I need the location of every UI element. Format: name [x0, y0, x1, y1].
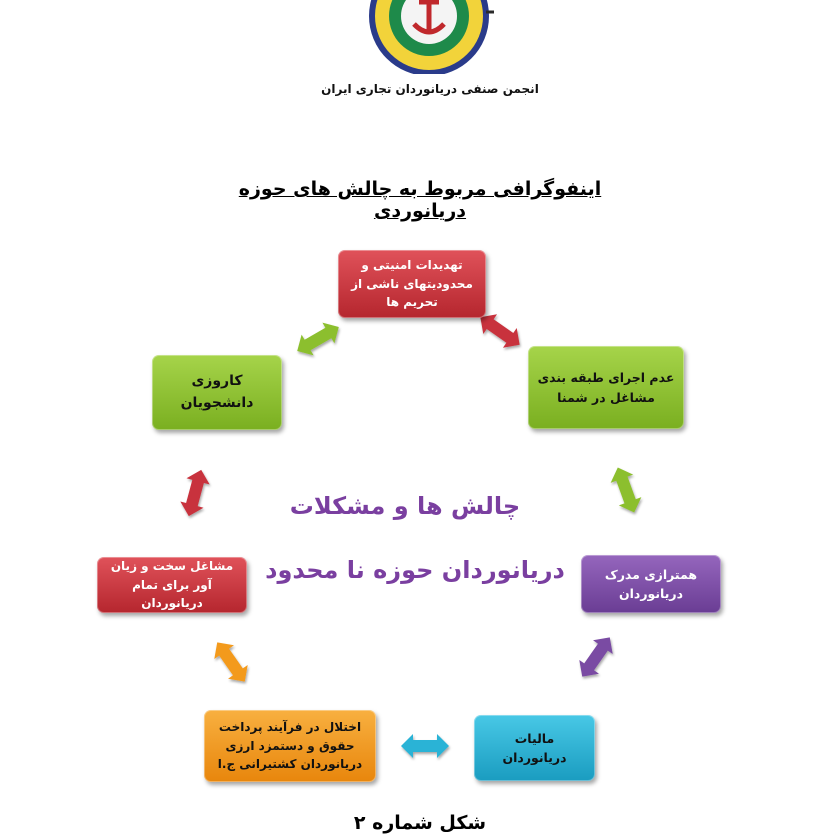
box-label: مالیات دریانوردان	[502, 730, 567, 765]
box-hard-jobs	[97, 557, 247, 613]
box-salary-payment	[204, 710, 376, 782]
double-arrow-icon	[291, 317, 345, 362]
box-security-threats	[338, 250, 486, 318]
page-title: اینفوگرافی مربوط به چالش های حوزه دریانوردی	[238, 178, 602, 222]
double-arrow-icon	[401, 734, 449, 758]
organization-name: انجمن صنفی دریانوردان تجاری ایران	[321, 82, 539, 96]
double-arrow-icon	[607, 463, 646, 516]
center-heading-line1: چالش ها و مشکلات	[289, 492, 521, 520]
box-label: اختلال در فرآیند پرداخت حقوق و دستمزد ارزی دریانوردان کشتیرانی ج.ا	[217, 720, 363, 772]
double-arrow-icon	[177, 467, 213, 520]
box-label: تهدیدات امنیتی و محدودیتهای ناشی از تحریم ها	[351, 258, 473, 310]
double-arrow-icon	[572, 630, 619, 683]
box-label: مشاغل سخت و زیان آور برای تمام دریانوردان	[110, 559, 234, 611]
box-student-internship	[152, 355, 282, 430]
box-label: عدم اجرای طبقه بندی مشاغل در شمنا	[537, 370, 675, 405]
figure-caption: شکل شماره ۲	[353, 812, 487, 834]
box-certificate-equivalence	[581, 555, 721, 613]
box-tax	[474, 715, 595, 781]
box-label: کاروزی دانشجویان	[180, 372, 254, 411]
double-arrow-icon	[207, 635, 254, 688]
center-heading-line2: دریانوردان حوزه نا محدود	[265, 556, 565, 584]
box-label: همترازی مدرک دریانوردان	[604, 566, 698, 601]
box-job-classification	[528, 346, 684, 429]
